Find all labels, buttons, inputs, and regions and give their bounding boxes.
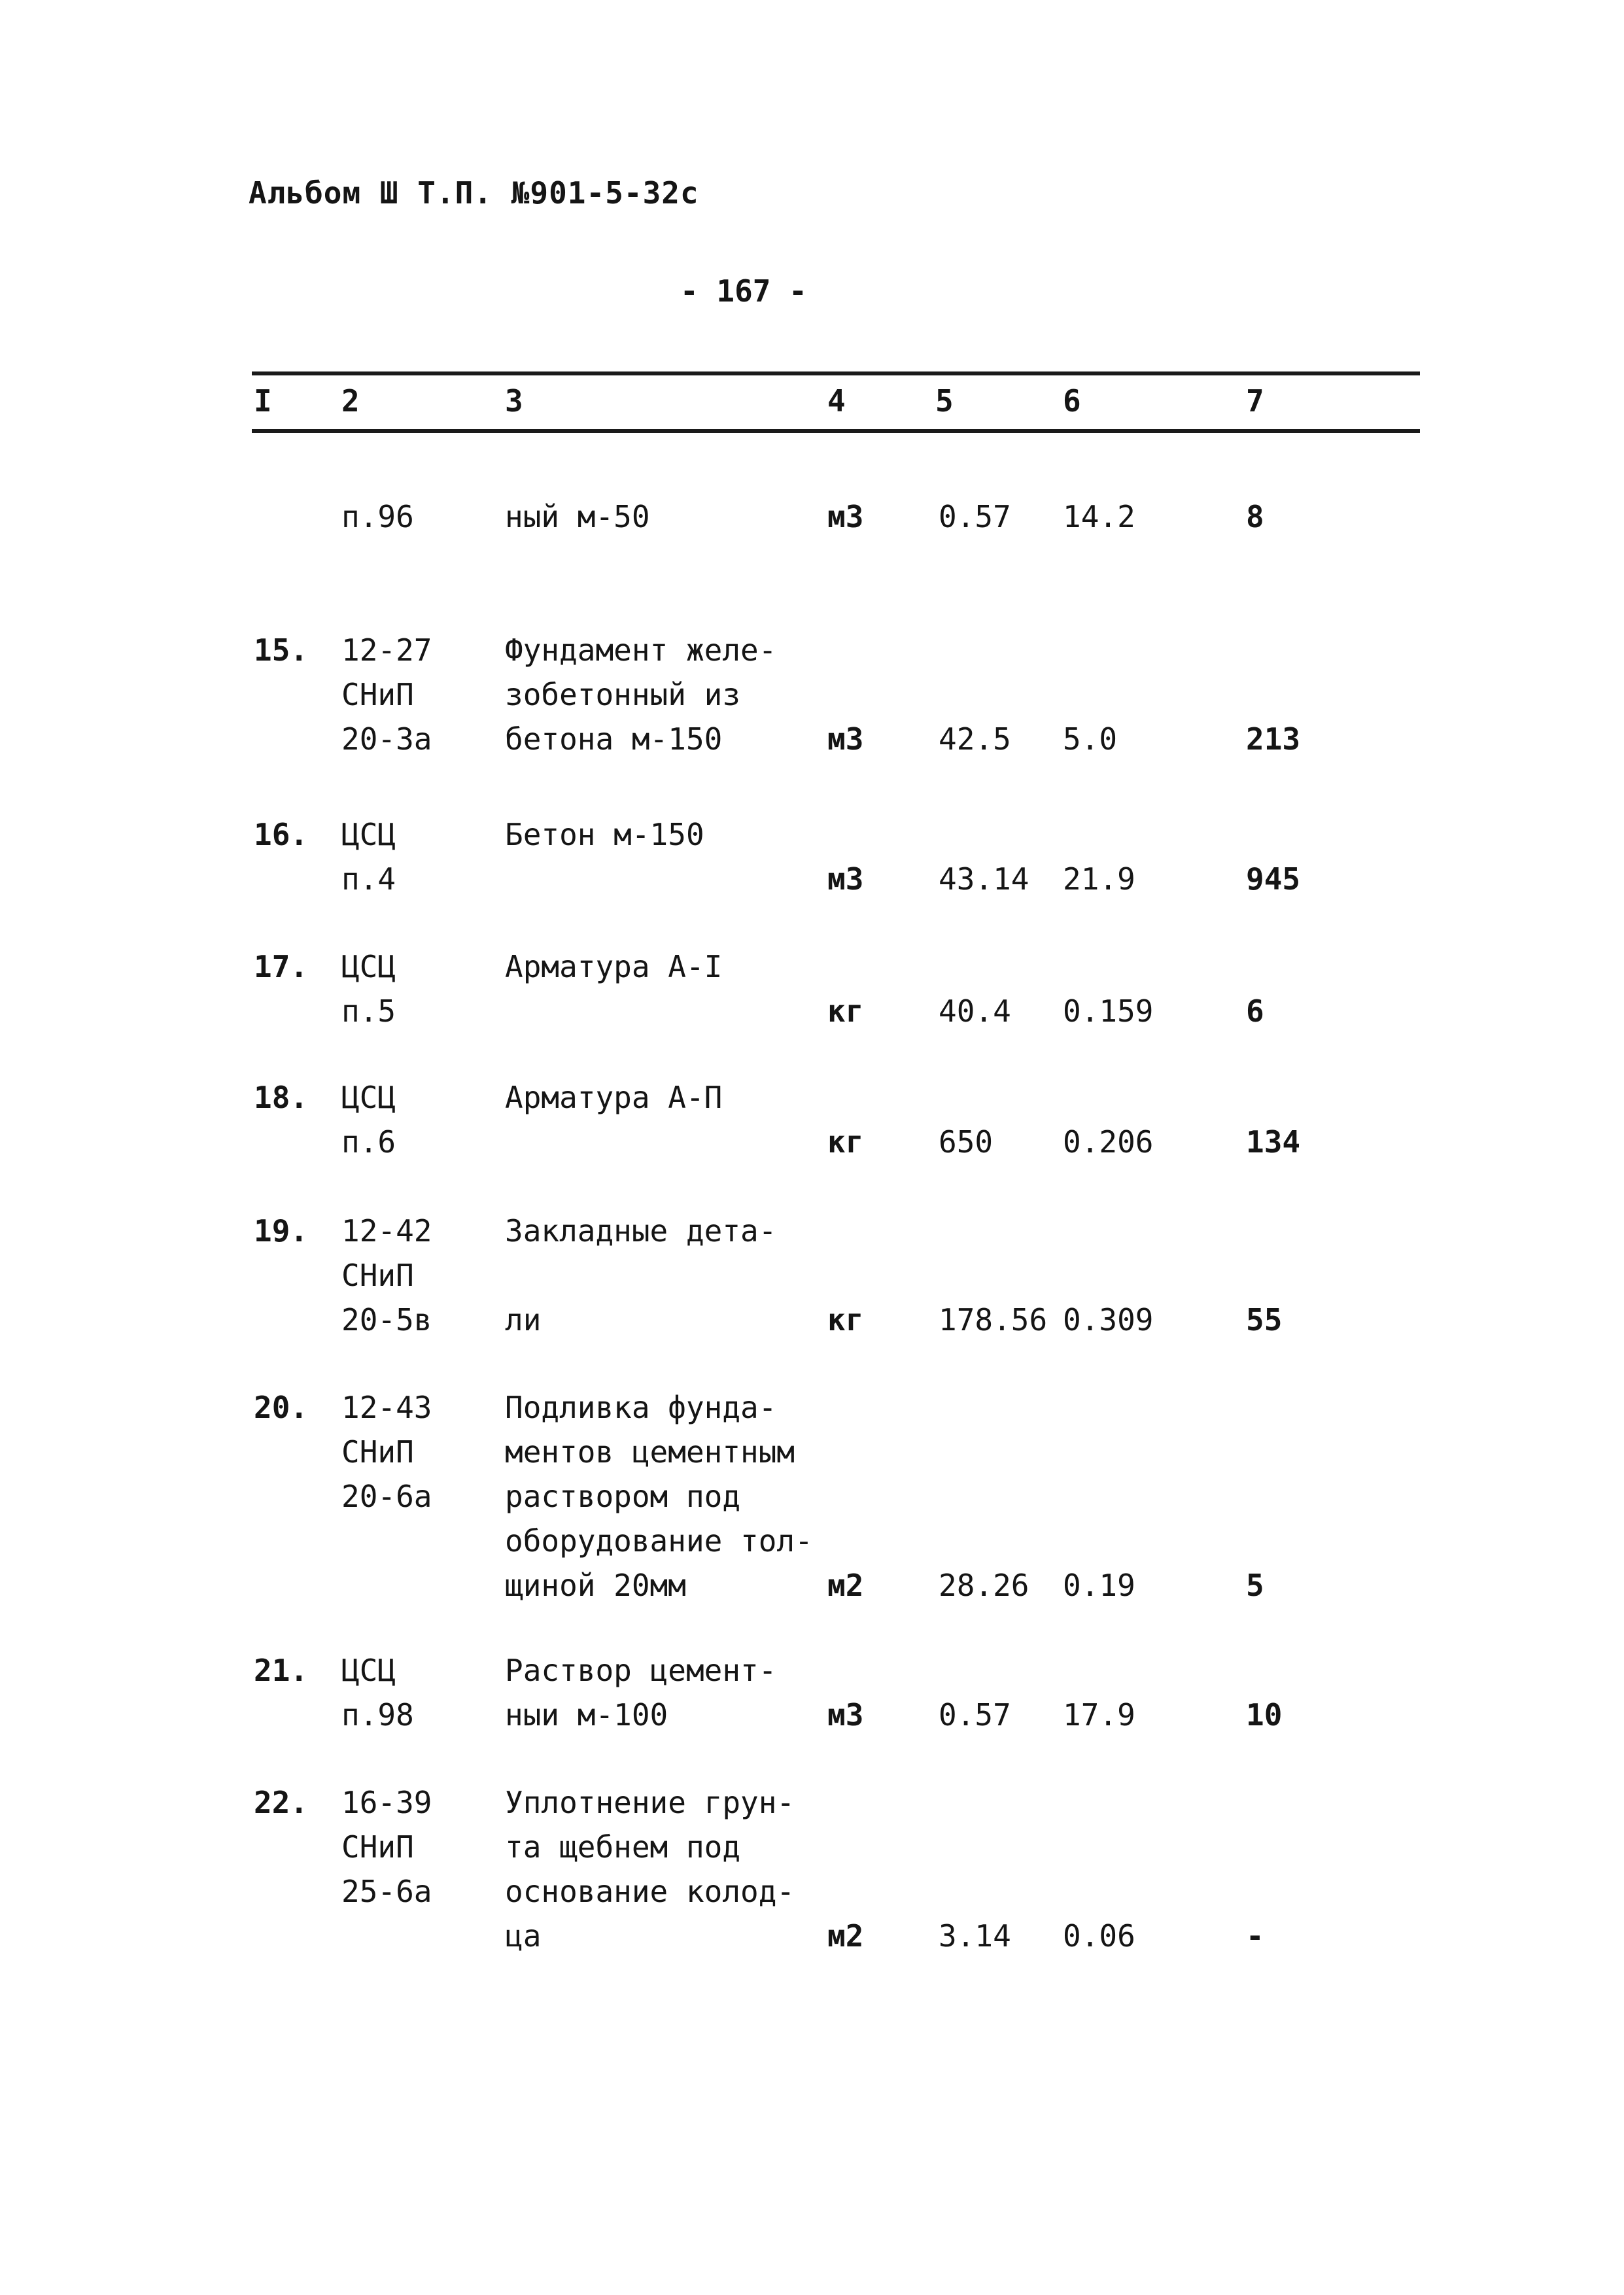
column-header-2: 2 (341, 383, 360, 419)
norm-reference: 20-3а (341, 721, 432, 757)
unit-cell: кг (827, 993, 864, 1029)
unit-cell: м3 (827, 1697, 864, 1733)
row-number: 19. (254, 1213, 309, 1249)
unit-price-cell: 21.9 (1063, 861, 1135, 897)
unit-cell: м3 (827, 499, 864, 534)
table-header-rule (252, 429, 1420, 433)
work-description: бетона м-150 (505, 721, 723, 757)
work-description: Уплотнение грун- (505, 1785, 795, 1820)
quantity-cell: 650 (939, 1124, 993, 1160)
norm-reference: 20-6а (341, 1479, 432, 1514)
unit-price-cell: 5.0 (1063, 721, 1118, 757)
unit-cell: м3 (827, 861, 864, 897)
unit-price-cell: 14.2 (1063, 499, 1135, 534)
norm-reference: 25-6а (341, 1874, 432, 1909)
work-description: Арматура А-П (505, 1080, 723, 1115)
work-description: ментов цементным (505, 1434, 795, 1470)
work-description: Арматура А-I (505, 949, 723, 984)
work-description: Фундамент желе- (505, 632, 777, 668)
row-number: 21. (254, 1653, 309, 1688)
total-cost-cell: 6 (1246, 993, 1264, 1029)
column-header-1: I (254, 383, 272, 419)
row-number: 18. (254, 1080, 309, 1115)
norm-reference: ЦСЦ (341, 817, 396, 852)
column-header-3: 3 (505, 383, 523, 419)
norm-reference: п.96 (341, 499, 414, 534)
norm-reference: п.5 (341, 993, 396, 1029)
norm-reference: п.6 (341, 1124, 396, 1160)
norm-reference: 12-43 (341, 1390, 432, 1425)
norm-reference: 12-27 (341, 632, 432, 668)
work-description: щиной 20мм (505, 1568, 686, 1603)
quantity-cell: 0.57 (939, 1697, 1011, 1733)
total-cost-cell: 8 (1246, 499, 1264, 534)
unit-price-cell: 0.309 (1063, 1302, 1154, 1337)
quantity-cell: 43.14 (939, 861, 1029, 897)
norm-reference: 16-39 (341, 1785, 432, 1820)
work-description: ца (505, 1918, 542, 1954)
norm-reference: СНиП (341, 677, 414, 712)
norm-reference: СНиП (341, 1258, 414, 1293)
work-description: Бетон м-150 (505, 817, 704, 852)
work-description: ныи м-100 (505, 1697, 668, 1733)
work-description: ли (505, 1302, 542, 1337)
quantity-cell: 42.5 (939, 721, 1011, 757)
work-description: раствором под (505, 1479, 741, 1514)
work-description: оборудование тол- (505, 1523, 813, 1559)
unit-cell: кг (827, 1124, 864, 1160)
total-cost-cell: 213 (1246, 721, 1301, 757)
unit-price-cell: 17.9 (1063, 1697, 1135, 1733)
table-top-rule (252, 371, 1420, 375)
total-cost-cell: 55 (1246, 1302, 1283, 1337)
column-header-5: 5 (935, 383, 954, 419)
column-header-6: 6 (1063, 383, 1081, 419)
unit-cell: м2 (827, 1918, 864, 1954)
row-number: 16. (254, 817, 309, 852)
unit-price-cell: 0.06 (1063, 1918, 1135, 1954)
quantity-cell: 3.14 (939, 1918, 1011, 1954)
page-number: - 167 - (680, 273, 807, 309)
work-description: Закладные дета- (505, 1213, 777, 1249)
work-description: ный м-50 (505, 499, 650, 534)
column-header-4: 4 (827, 383, 846, 419)
norm-reference: 20-5в (341, 1302, 432, 1337)
unit-cell: м2 (827, 1568, 864, 1603)
norm-reference: СНиП (341, 1434, 414, 1470)
total-cost-cell: 5 (1246, 1568, 1264, 1603)
total-cost-cell: 945 (1246, 861, 1301, 897)
work-description: зобетонный из (505, 677, 741, 712)
work-description: Раствор цемент- (505, 1653, 777, 1688)
norm-reference: СНиП (341, 1829, 414, 1865)
quantity-cell: 40.4 (939, 993, 1011, 1029)
work-description: Подливка фунда- (505, 1390, 777, 1425)
column-header-7: 7 (1246, 383, 1264, 419)
work-description: основание колод- (505, 1874, 795, 1909)
row-number: 17. (254, 949, 309, 984)
quantity-cell: 178.56 (939, 1302, 1048, 1337)
unit-price-cell: 0.206 (1063, 1124, 1154, 1160)
norm-reference: ЦСЦ (341, 1080, 396, 1115)
unit-price-cell: 0.159 (1063, 993, 1154, 1029)
quantity-cell: 0.57 (939, 499, 1011, 534)
norm-reference: 12-42 (341, 1213, 432, 1249)
row-number: 22. (254, 1785, 309, 1820)
album-reference: Альбом Ш Т.П. №901-5-32с (249, 175, 699, 211)
work-description: та щебнем под (505, 1829, 741, 1865)
unit-cell: кг (827, 1302, 864, 1337)
total-cost-cell: 10 (1246, 1697, 1283, 1733)
total-cost-cell: 134 (1246, 1124, 1301, 1160)
row-number: 20. (254, 1390, 309, 1425)
norm-reference: ЦСЦ (341, 949, 396, 984)
norm-reference: ЦСЦ (341, 1653, 396, 1688)
unit-price-cell: 0.19 (1063, 1568, 1135, 1603)
norm-reference: п.4 (341, 861, 396, 897)
row-number: 15. (254, 632, 309, 668)
unit-cell: м3 (827, 721, 864, 757)
norm-reference: п.98 (341, 1697, 414, 1733)
total-cost-cell: - (1246, 1918, 1264, 1954)
quantity-cell: 28.26 (939, 1568, 1029, 1603)
